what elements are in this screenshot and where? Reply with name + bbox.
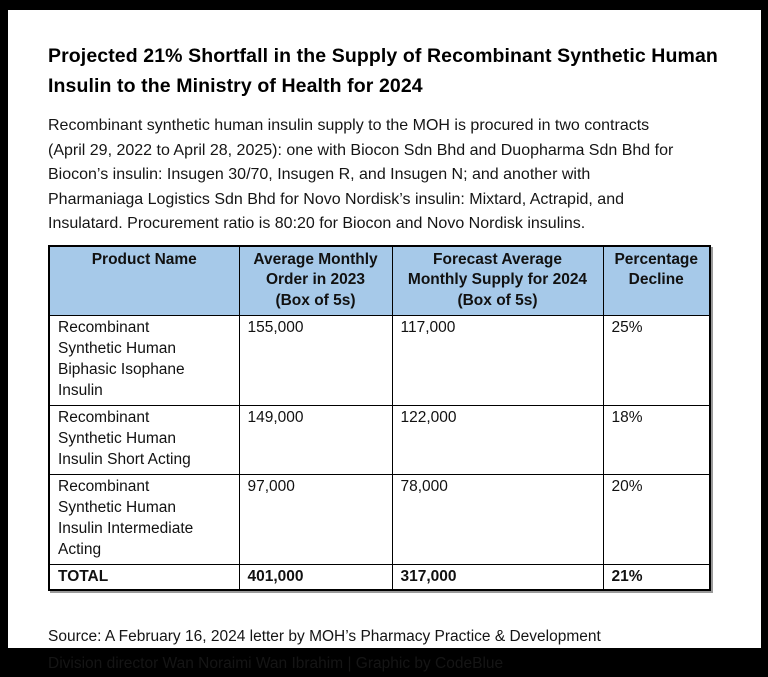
description-line: Pharmaniaga Logistics Sdn Bhd for Novo Nordisk’s insulin: Mixtard, Actrapid, and [48,190,624,208]
cell-order-2023: 149,000 [239,406,392,475]
description-line: Biocon’s insulin: Insugen 30/70, Insugen R, and Insugen N; and another with [48,166,591,183]
product-line: Biphasic Isophane [58,361,185,378]
cell-percentage-decline: 20% [603,475,710,565]
product-line: Recombinant [58,409,150,426]
cell-total-order-2023: 401,000 [239,565,392,591]
source-line: Division director Wan Noraimi Wan Ibrahim | Graphic by CodeBlue [48,655,504,672]
header-line: Forecast Average [433,250,562,268]
header-line: Percentage [614,250,699,268]
cell-supply-2024: 117,000 [392,316,603,406]
cell-percentage-decline: 18% [603,406,710,475]
description-paragraph [48,114,735,237]
col-header-supply-2024 [392,246,603,316]
header-line: Order in 2023 [265,271,366,288]
description-line: Insulatard. Procurement ratio is 80:20 for Biocon and Novo Nordisk insulins. [48,215,586,232]
col-header-order-2023 [239,246,392,316]
product-line: Insulin [58,382,103,399]
cell-total-percentage-decline: 21% [603,565,710,591]
title-line: Insulin to the Ministry of Health for 2024 [48,75,423,97]
cell-percentage-decline: 25% [603,316,710,406]
product-line: Synthetic Human [58,499,177,516]
header-line: (Box of 5s) [457,291,538,309]
header-line: Monthly Supply for 2024 [407,271,588,288]
table-row [49,475,710,565]
product-line: Recombinant [58,478,150,495]
page-title [48,41,735,101]
cell-order-2023: 97,000 [239,475,392,565]
product-line: Recombinant [58,319,150,336]
table-header-row [49,246,710,316]
source-credit [48,623,735,677]
product-line: Acting [58,541,102,558]
insulin-supply-table [48,245,711,592]
table-total-row [49,565,710,591]
cell-product-name [49,316,239,406]
source-line: Source: A February 16, 2024 letter by MOH’s Pharmacy Practice & Development [48,628,601,645]
title-line: Projected 21% Shortfall in the Supply of Recombinant Synthetic Human [48,45,718,67]
product-line: Insulin Short Acting [58,451,191,468]
header-line: Average Monthly [253,250,378,268]
cell-order-2023: 155,000 [239,316,392,406]
description-line: Recombinant synthetic human insulin supply to the MOH is procured in two contracts [48,117,650,134]
cell-supply-2024: 122,000 [392,406,603,475]
cell-supply-2024: 78,000 [392,475,603,565]
header-line: (Box of 5s) [275,291,356,309]
cell-product-name [49,406,239,475]
table-row [49,316,710,406]
header-line: Product Name [91,250,197,268]
cell-product-name [49,475,239,565]
table-row [49,406,710,475]
col-header-percentage-decline [603,246,710,316]
description-line: (April 29, 2022 to April 28, 2025): one with Biocon Sdn Bhd and Duopharma Sdn Bhd for [48,141,674,159]
product-line: Synthetic Human [58,340,177,357]
cell-total-supply-2024: 317,000 [392,565,603,591]
cell-total-label: TOTAL [49,565,239,591]
product-line: Synthetic Human [58,430,177,447]
col-header-product-name [49,246,239,316]
header-line: Decline [628,271,684,288]
product-line: Insulin Intermediate [58,520,194,537]
